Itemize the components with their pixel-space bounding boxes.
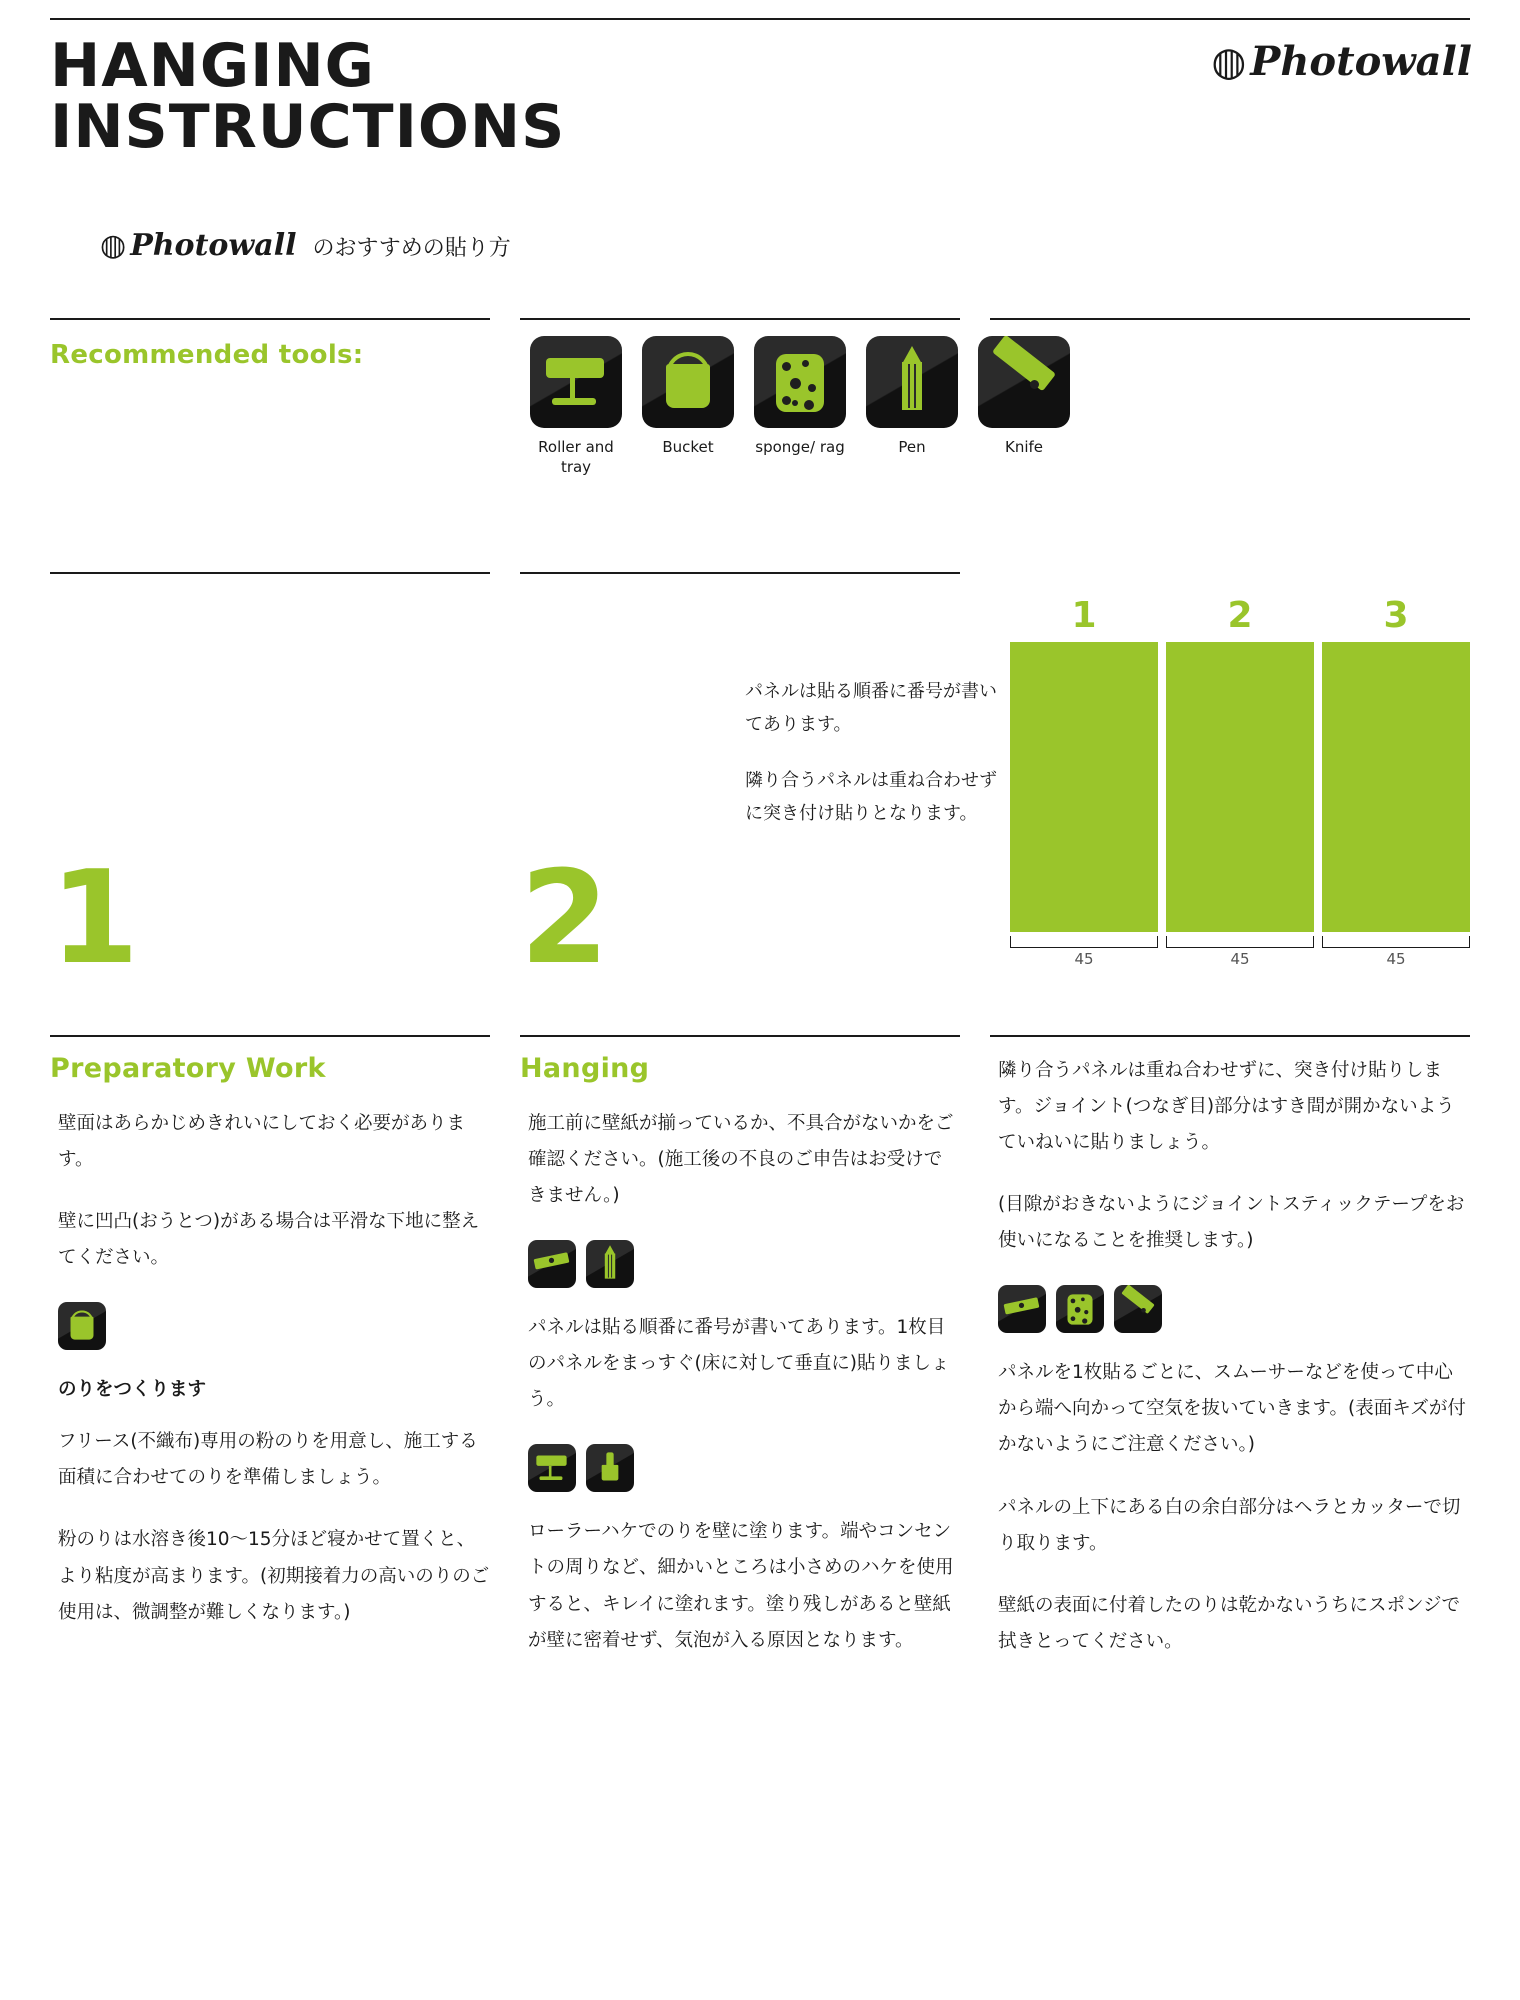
tool-sponge	[754, 336, 846, 477]
panel-boxes	[1010, 642, 1470, 932]
panel-label-1: 1	[1071, 595, 1097, 636]
pen-icon	[586, 1240, 634, 1288]
prep-icon-row	[58, 1302, 490, 1350]
panel-dimensions	[1010, 936, 1470, 970]
pen-icon	[866, 336, 958, 428]
heading-hanging: Hanging	[520, 1053, 650, 1084]
step-number-1: 1	[50, 844, 140, 993]
column-joints	[990, 1035, 1470, 1686]
tool-pen	[866, 336, 958, 477]
tool-caption-bucket: Bucket	[662, 438, 714, 456]
joints-paragraph-3: パネルを1枚貼るごとに、スムーサーなどを使って中心から端へ向かって空気を抜いていきます。(表面キズが付かないようにご注意ください。)	[998, 1362, 1466, 1456]
hanging-paragraph-3: ローラーハケでのりを壁に塗ります。端やコンセントの周りなど、細かいところは小さめのハケを使用すると、キレイに塗れます。塗り残しがあると壁紙が壁に密着せず、気泡が入る原因となります。	[528, 1521, 954, 1651]
panel-box-3	[1322, 642, 1470, 932]
bucket-icon	[642, 336, 734, 428]
panel-box-1	[1010, 642, 1158, 932]
tools-divider-right	[990, 318, 1470, 320]
joints-paragraph-2: (目隙がおきないようにジョイントスティックテープをお使いになることを推奨します。)	[998, 1194, 1465, 1252]
subtitle-text: のおすすめの貼り方	[312, 236, 511, 261]
panel-note-1: パネルは貼る順番に番号が書いてあります。	[745, 681, 997, 736]
title-line-2: INSTRUCTIONS	[50, 92, 566, 163]
header-divider	[50, 18, 1470, 20]
level-icon	[998, 1285, 1046, 1333]
prep-paragraph-4: 粉のりは水溶き後10〜15分ほど寝かせて置くと、より粘度が高まります。(初期接着力の高いのりのご使用は、微調整が難しくなります。)	[58, 1529, 490, 1623]
panel-dim-1	[1010, 936, 1158, 970]
panel-dim-value-3: 45	[1386, 950, 1406, 968]
photowall-logo-header	[1211, 38, 1472, 85]
tool-caption-sponge: sponge/ rag	[755, 438, 845, 456]
panel-box-2	[1166, 642, 1314, 932]
tool-roller	[530, 336, 622, 477]
tool-caption-pen: Pen	[898, 438, 926, 456]
panel-diagram	[1010, 595, 1470, 970]
tools-divider-mid	[520, 318, 960, 320]
brush-icon	[586, 1444, 634, 1492]
section-divider-left	[50, 572, 490, 574]
roller-icon	[528, 1444, 576, 1492]
tool-caption-knife: Knife	[1004, 438, 1044, 456]
heading-preparatory-work: Preparatory Work	[50, 1053, 326, 1084]
photowall-mark-icon: ◍	[1211, 38, 1247, 85]
bucket-icon	[58, 1302, 106, 1350]
tools-row	[530, 336, 1070, 477]
step-number-2: 2	[520, 844, 610, 993]
photowall-logo-subtitle	[100, 228, 297, 263]
level-icon	[528, 1240, 576, 1288]
brand-name-header: Photowall	[1250, 38, 1472, 85]
panel-dim-3	[1322, 936, 1470, 970]
tool-knife	[978, 336, 1070, 477]
joints-icon-row	[998, 1285, 1470, 1333]
hanging-paragraph-2: パネルは貼る順番に番号が書いてあります。1枚目のパネルをまっすぐ(床に対して垂直に)貼りましょう。	[528, 1317, 950, 1411]
sponge-icon	[1056, 1285, 1104, 1333]
knife-icon	[978, 336, 1070, 428]
brand-name-subtitle: Photowall	[130, 228, 297, 263]
section-divider-mid	[520, 572, 960, 574]
panel-note-2: 隣り合うパネルは重ね合わせずに突き付け貼りとなります。	[745, 769, 997, 824]
tool-bucket	[642, 336, 734, 477]
tool-caption-roller: Roller and tray	[538, 438, 614, 476]
panel-label-3: 3	[1383, 595, 1409, 636]
panel-note	[745, 675, 1005, 852]
prep-paragraph-3: フリース(不織布)専用の粉のりを用意し、施工する面積に合わせてのりを準備しましょう。	[58, 1431, 478, 1489]
recommended-tools-label: Recommended tools:	[50, 340, 364, 370]
title-line-1: HANGING	[50, 31, 375, 101]
page-title	[50, 31, 1050, 163]
prep-paragraph-1: 壁面はあらかじめきれいにしておく必要があります。	[58, 1113, 466, 1171]
panel-number-labels	[1010, 595, 1470, 636]
prep-subheading: のりをつくります	[58, 1379, 207, 1401]
panel-dim-2	[1166, 936, 1314, 970]
column-preparatory-work	[50, 1035, 490, 1657]
joints-paragraph-4: パネルの上下にある白の余白部分はヘラとカッターで切り取ります。	[998, 1496, 1461, 1554]
panel-dim-value-1: 45	[1074, 950, 1094, 968]
tools-divider-left	[50, 318, 490, 320]
roller-icon	[530, 336, 622, 428]
hanging-icon-row-2	[528, 1444, 960, 1492]
knife-icon	[1114, 1285, 1162, 1333]
hanging-paragraph-1: 施工前に壁紙が揃っているか、不具合がないかをご確認ください。(施工後の不良のご申告はお受けできません。)	[528, 1113, 954, 1207]
subtitle-row	[100, 228, 511, 263]
photowall-mark-icon-small: ◍	[100, 228, 127, 263]
sponge-icon	[754, 336, 846, 428]
panel-dim-value-2: 45	[1230, 950, 1250, 968]
joints-paragraph-1: 隣り合うパネルは重ね合わせずに、突き付け貼りします。ジョイント(つなぎ目)部分はすき間が開かないようていねいに貼りましょう。	[998, 1060, 1455, 1154]
prep-paragraph-2: 壁に凹凸(おうとつ)がある場合は平滑な下地に整えてください。	[58, 1211, 480, 1269]
hanging-icon-row-1	[528, 1240, 960, 1288]
panel-label-2: 2	[1227, 595, 1253, 636]
column-hanging	[520, 1035, 960, 1685]
joints-paragraph-5: 壁紙の表面に付着したのりは乾かないうちにスポンジで拭きとってください。	[998, 1594, 1461, 1652]
